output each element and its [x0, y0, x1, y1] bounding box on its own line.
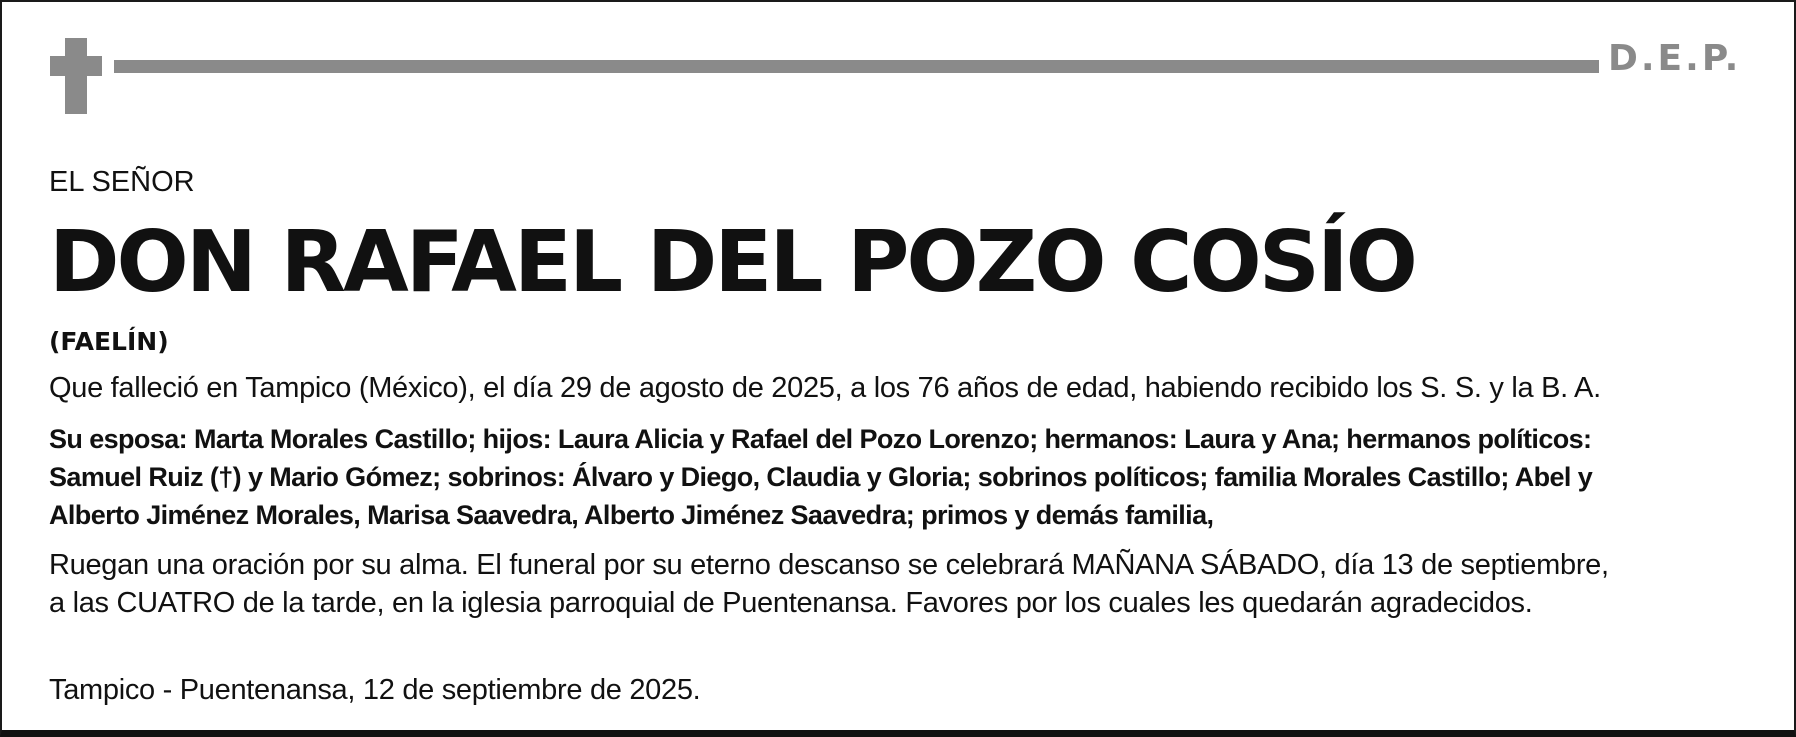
funeral-details — [49, 546, 1749, 622]
cross-vertical-bar — [65, 38, 87, 114]
family-line: Alberto Jiménez Morales, Marisa Saavedra, Alberto Jiménez Saavedra; primos y demás familia, — [49, 500, 1214, 530]
family-line: Su esposa: Marta Morales Castillo; hijos: Laura Alicia y Rafael del Pozo Lorenzo; hermanos: Laura y Ana; hermanos políticos: — [49, 424, 1592, 454]
latin-cross-icon — [50, 38, 102, 114]
death-statement: Que falleció en Tampico (México), el día 29 de agosto de 2025, a los 76 años de edad, habiendo recibido los S. S. y la B. A. — [49, 372, 1601, 404]
deceased-alias: (FAELÍN) — [49, 327, 169, 356]
cross-horizontal-bar — [50, 56, 102, 76]
header-rule — [114, 60, 1599, 73]
family-line: Samuel Ruiz (†) y Mario Gómez; sobrinos: Álvaro y Diego, Claudia y Gloria; sobrinos políticos; familia Morales Castillo; Abel y — [49, 462, 1593, 492]
family-list — [49, 420, 1749, 534]
dep-label: D.E.P. — [1608, 38, 1742, 79]
place-and-date: Tampico - Puentenansa, 12 de septiembre de 2025. — [49, 674, 701, 706]
deceased-name: DON RAFAEL DEL POZO COSÍO — [49, 213, 1415, 312]
funeral-line: Ruegan una oración por su alma. El funeral por su eterno descanso se celebrará MAÑANA SÁBADO, día 13 de septiembre, — [49, 549, 1609, 581]
funeral-line: a las CUATRO de la tarde, en la iglesia parroquial de Puentenansa. Favores por los cuales les quedarán agradecidos. — [49, 587, 1533, 619]
honorific: EL SEÑOR — [49, 166, 195, 198]
